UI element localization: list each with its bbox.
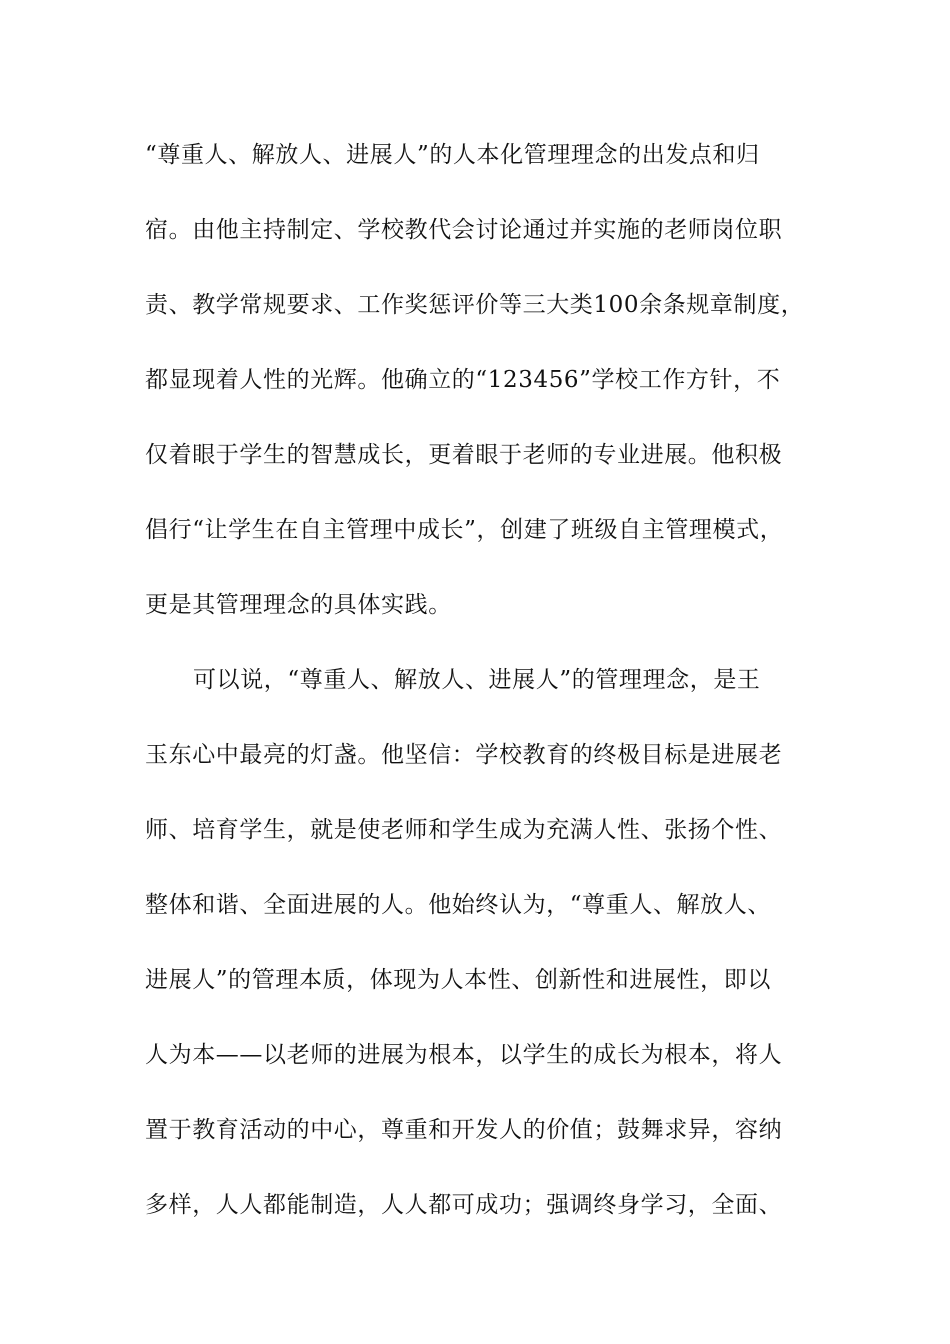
paragraph-2-line-5: 进展人”的管理本质，体现为人本性、创新性和进展性，即以 [145,967,771,993]
paragraph-2-line-3: 师、培育学生，就是使老师和学生成为充满人性、张扬个性、 [145,817,783,843]
paragraph-2-line-4: 整体和谐、全面进展的人。他始终认为，“尊重人、解放人、 [145,892,771,918]
paragraph-2-line-2: 玉东心中最亮的灯盏。他坚信：学校教育的终极目标是进展老 [145,742,783,768]
paragraph-1-line-3: 责、教学常规要求、工作奖惩评价等三大类100余条规章制度， [145,292,805,318]
paragraph-2-line-6: 人为本——以老师的进展为根本，以学生的成长为根本，将人 [145,1042,783,1068]
paragraph-2-line-8: 多样，人人都能制造，人人都可成功；强调终身学习，全面、 [145,1192,783,1218]
paragraph-1-line-4: 都显现着人性的光辉。他确立的“123456”学校工作方针，不 [145,367,781,393]
paragraph-1-line-6: 倡行“让学生在自主管理中成长”，创建了班级自主管理模式， [145,517,784,543]
paragraph-1-line-1: “尊重人、解放人、进展人”的人本化管理理念的出发点和归 [145,142,760,168]
paragraph-1-line-5: 仅着眼于学生的智慧成长，更着眼于老师的专业进展。他积极 [145,442,783,468]
paragraph-2-line-1: 可以说，“尊重人、解放人、进展人”的管理理念，是王 [193,667,761,693]
paragraph-1-line-2: 宿。由他主持制定、学校教代会讨论通过并实施的老师岗位职 [145,217,783,243]
paragraph-2-line-7: 置于教育活动的中心，尊重和开发人的价值；鼓舞求异，容纳 [145,1117,783,1143]
paragraph-1-line-7: 更是其管理理念的具体实践。 [145,592,452,618]
